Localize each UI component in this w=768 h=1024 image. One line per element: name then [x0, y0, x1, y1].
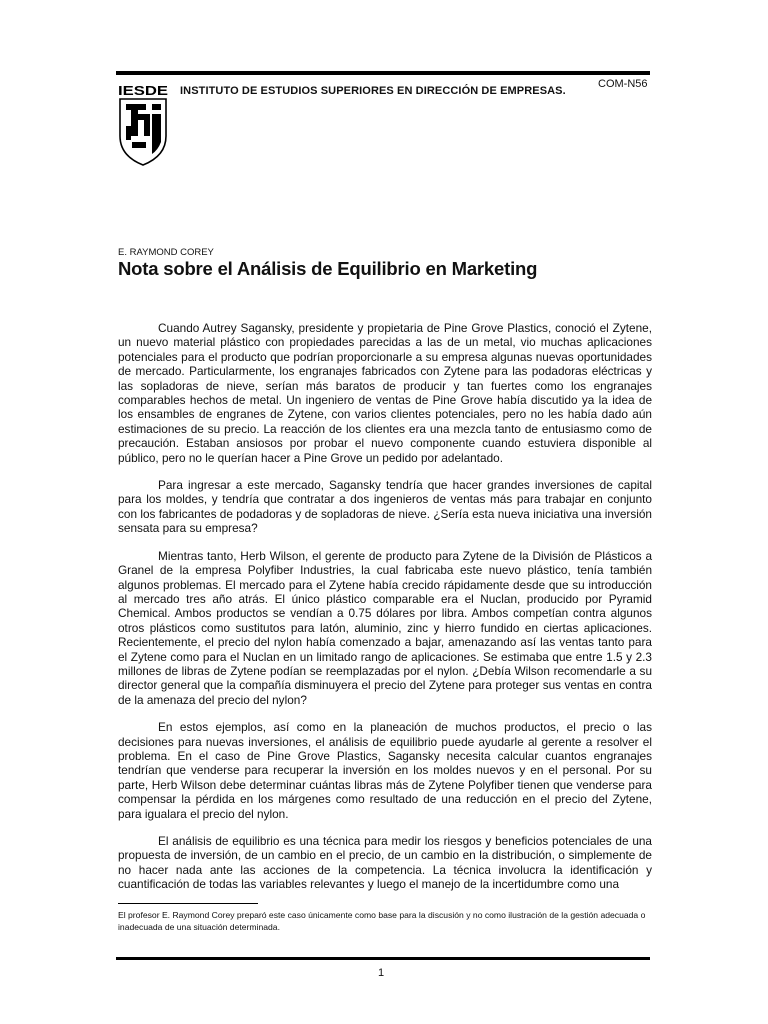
document-title: Nota sobre el Análisis de Equilibrio en Marketing: [118, 258, 538, 279]
document-body: [118, 321, 652, 905]
paragraph-1: Cuando Autrey Sagansky, presidente y propietaria de Pine Grove Plastics, conoció el Zytene, un nuevo material plástico con propiedades parecidas a las de un metal, vio muchas aplicaciones potenciales para el producto que podrían proporcionarle a su empresa algunas nuevas oportunidades de mercado. Particularmente, los engranajes fabricados con Zytene para las podadoras eléctricas y las sopladoras de nieve, serían más baratos de producir y tan fuertes como los engranajes comparables hechos de metal. Un ingeniero de ventas de Pine Grove había discutido ya la idea de los ensambles de engranes de Zytene, con varios clientes potenciales, pero no les había dado aún estimaciones de su precio. La reacción de los clientes era una mezcla tanto de entusiasmo como de precaución. Estaban ansiosos por probar el nuevo componente cuando estuviera disponible al público, pero no le querían hacer a Pine Grove un pedido por adelantado.: [118, 321, 652, 465]
footer-rule: [116, 957, 650, 960]
author-name: E. RAYMOND COREY: [118, 247, 214, 258]
paragraph-4: En estos ejemplos, así como en la planeación de muchos productos, el precio o las decisiones para nuevas inversiones, el análisis de equilibrio puede ayudarle al gerente a resolver el problema. En el caso de Pine Grove Plastics, Sagansky necesita calcular cuantos engranajes tendrían que venderse para recuperar la inversión en los moldes nuevos y en el personal. Por su parte, Herb Wilson debe determinar cuántas libras más de Zytene Polyfiber tienen que venderse para compensar la pérdida en los márgenes como resultado de una reducción en el precio del Zytene, para igualara el precio del nylon.: [118, 720, 652, 821]
footnote: El profesor E. Raymond Corey preparó este caso únicamente como base para la discusión y no como ilustración de la gestión adecuada o inadecuada de una situación determinada.: [118, 910, 646, 932]
paragraph-3: Mientras tanto, Herb Wilson, el gerente de producto para Zytene de la División de Plásticos a Granel de la empresa Polyfiber Industries, la cual fabricaba este nuevo plástico, tenía también algunos problemas. El mercado para el Zytene había crecido rápidamente desde que su introducción al mercado tres año atrás. El único plástico comparable era el Nuclan, producido por Pyramid Chemical. Ambos productos se vendían a 0.75 dólares por libra. Ambos competían contra algunos otros plásticos como sustitutos para latón, aluminio, zinc y hierro fundido en ciertas aplicaciones. Recientemente, el precio del nylon había comenzado a bajar, amenazando así las ventas tanto para el Zytene como para el Nuclan en un limitado rango de aplicaciones. Se estimaba que entre 1.5 y 2.3 millones de libras de Zytene podían se reemplazadas por el nylon. ¿Debía Wilson recomendarle a su director general que la compañía disminuyera el precio del Zytene para proteger sus ventas en contra de la amenaza del precio del nylon?: [118, 548, 652, 707]
iesde-logo: [118, 84, 168, 166]
logo-text: IESDE: [118, 84, 168, 98]
paragraph-5: El análisis de equilibrio es una técnica para medir los riesgos y beneficios potenciales de una propuesta de inversión, de un cambio en el precio, de un cambio en la distribución, o simplemente de no hacer nada ante las acciones de la competencia. La técnica involucra la identificación y cuantificación de todas las variables relevantes y luego el manejo de la incertidumbre como una: [118, 834, 652, 892]
footnote-rule: [118, 903, 258, 904]
paragraph-2: Para ingresar a este mercado, Sagansky tendría que hacer grandes inversiones de capital para los moldes, y tendría que contratar a dos ingenieros de ventas más para trabajar en conjunto con los fabricantes de podadoras y de sopladoras de nieve. ¿Sería esta nueva iniciativa una inversión sensata para su empresa?: [118, 478, 652, 536]
page-number: 1: [378, 967, 385, 979]
header-top-rule: [116, 71, 650, 75]
document-code: COM-N56: [598, 78, 648, 90]
institute-name: INSTITUTO DE ESTUDIOS SUPERIORES EN DIRECCIÓN DE EMPRESAS.: [180, 85, 566, 97]
